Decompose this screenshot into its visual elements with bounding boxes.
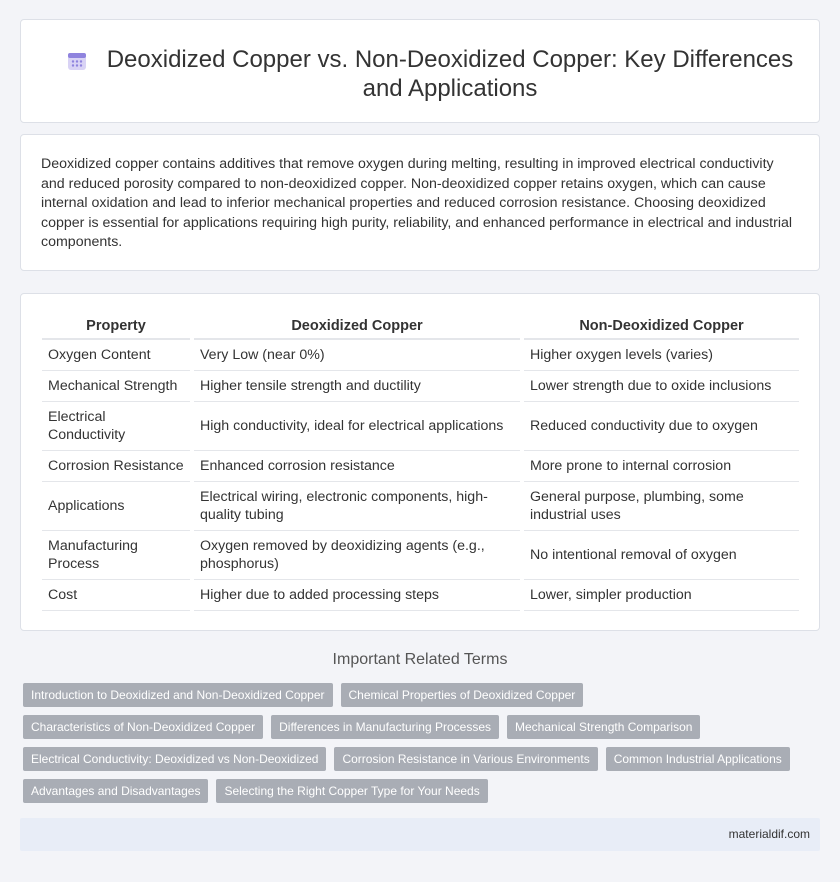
table-header-row [42,314,799,339]
related-terms-list [23,683,813,811]
table-cell: Manufacturing Process [42,531,192,580]
intro-paragraph: Deoxidized copper contains additives that remove oxygen during melting, resulting in improved electrical conductivity and reduced porosity compared to non-deoxidized copper. Non-deoxidized copper retains oxygen, which can cause internal oxidation and lead to inferior mechanical properties and reduced corrosion resistance. Choosing deoxidized copper is essential for applications requiring high purity, reliability, and enhanced performance in electrical and industrial components. [41,156,793,251]
table-cell: Enhanced corrosion resistance [192,451,522,482]
related-term-link[interactable]: Common Industrial Applications [606,747,790,771]
table-row [42,371,799,402]
table-cell: Lower strength due to oxide inclusions [522,371,799,402]
comparison-table [42,314,799,611]
table-row [42,482,799,531]
column-header-deoxidized: Deoxidized Copper [192,314,522,339]
table-cell: Oxygen Content [42,339,192,371]
table-cell: Mechanical Strength [42,371,192,402]
intro-card [20,134,820,271]
table-cell: Higher due to added processing steps [192,580,522,611]
related-term-link[interactable]: Advantages and Disadvantages [23,779,208,803]
table-row [42,402,799,451]
table-cell: Cost [42,580,192,611]
related-term-link[interactable]: Mechanical Strength Comparison [507,715,700,739]
table-cell: General purpose, plumbing, some industrial uses [522,482,799,531]
related-term-link[interactable]: Corrosion Resistance in Various Environments [334,747,597,771]
table-cell: More prone to internal corrosion [522,451,799,482]
table-row [42,339,799,371]
related-term-link[interactable]: Chemical Properties of Deoxidized Copper [341,683,584,707]
table-cell: Electrical Conductivity [42,402,192,451]
table-cell: Higher tensile strength and ductility [192,371,522,402]
site-name: materialdif.com [728,827,810,841]
table-cell: No intentional removal of oxygen [522,531,799,580]
table-cell: High conductivity, ideal for electrical applications [192,402,522,451]
table-cell: Applications [42,482,192,531]
related-term-link[interactable]: Differences in Manufacturing Processes [271,715,499,739]
table-cell: Reduced conductivity due to oxygen [522,402,799,451]
table-cell: Oxygen removed by deoxidizing agents (e.g., phosphorus) [192,531,522,580]
column-header-property: Property [42,314,192,339]
comparison-card [20,293,820,631]
table-row [42,451,799,482]
table-cell: Electrical wiring, electronic components, high-quality tubing [192,482,522,531]
related-term-link[interactable]: Selecting the Right Copper Type for Your Needs [216,779,487,803]
related-term-link[interactable]: Electrical Conductivity: Deoxidized vs Non-Deoxidized [23,747,326,771]
table-cell: Higher oxygen levels (varies) [522,339,799,371]
related-terms-heading: Important Related Terms [332,651,508,668]
footer [20,818,820,851]
column-header-non-deoxidized: Non-Deoxidized Copper [522,314,799,339]
table-cell: Corrosion Resistance [42,451,192,482]
table-cell: Very Low (near 0%) [192,339,522,371]
related-term-link[interactable]: Introduction to Deoxidized and Non-Deoxidized Copper [23,683,333,707]
page-title: Deoxidized Copper vs. Non-Deoxidized Copper: Key Differences and Applications [106,46,794,102]
table-cell: Lower, simpler production [522,580,799,611]
related-term-link[interactable]: Characteristics of Non-Deoxidized Copper [23,715,263,739]
table-row [42,531,799,580]
table-row [42,580,799,611]
title-card [20,19,820,123]
